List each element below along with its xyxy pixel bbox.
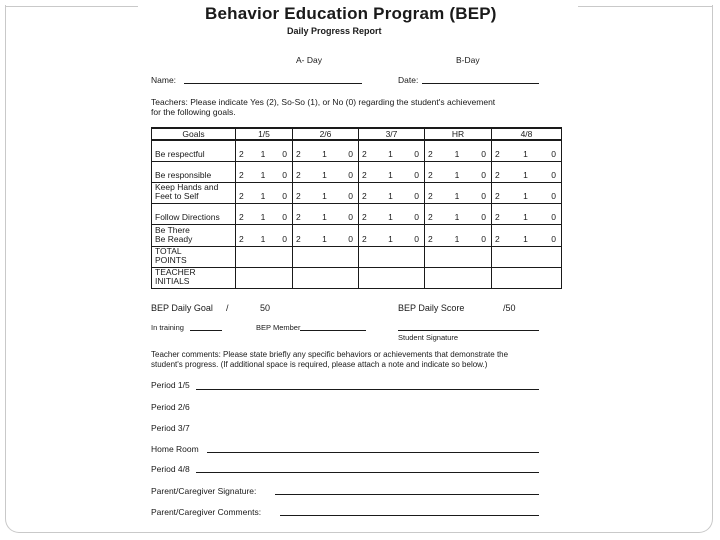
column-header: 3/7: [359, 128, 425, 140]
instructions-line-2: for the following goals.: [151, 107, 236, 117]
instructions-line-1: Teachers: Please indicate Yes (2), So-So (1), or No (0) regarding the student's achievement: [151, 97, 496, 107]
score-option[interactable]: 2: [296, 212, 301, 223]
score-option[interactable]: 0: [414, 191, 419, 202]
score-cell[interactable]: [293, 204, 359, 225]
score-option[interactable]: 0: [282, 191, 287, 202]
score-cell[interactable]: [236, 140, 293, 161]
teacher-initials-label: TEACHER INITIALS: [152, 267, 236, 288]
student-signature-field[interactable]: [398, 330, 539, 331]
period-label: Period 1/5: [151, 380, 190, 390]
initials-cell[interactable]: [425, 267, 492, 288]
score-option[interactable]: 1: [260, 169, 266, 180]
score-option[interactable]: 1: [260, 212, 266, 223]
score-cell[interactable]: [359, 161, 425, 182]
parent-signature-label: Parent/Caregiver Signature:: [151, 486, 257, 496]
score-option[interactable]: 1: [523, 212, 528, 223]
score-option[interactable]: 2: [495, 233, 500, 244]
score-cell[interactable]: [492, 161, 562, 182]
in-training-field[interactable]: [190, 330, 222, 331]
score-cell[interactable]: [359, 182, 425, 203]
total-points-label: TOTAL POINTS: [152, 246, 236, 267]
score-option[interactable]: 0: [414, 148, 419, 159]
score-option[interactable]: 2: [428, 233, 433, 244]
name-label: Name:: [151, 75, 177, 85]
score-option[interactable]: 2: [362, 169, 367, 180]
score-option[interactable]: 0: [481, 233, 486, 244]
score-option[interactable]: 0: [481, 148, 486, 159]
score-option[interactable]: 1: [523, 169, 528, 180]
score-option[interactable]: 2: [239, 212, 244, 223]
score-option[interactable]: 2: [495, 169, 500, 180]
score-option[interactable]: 0: [481, 169, 486, 180]
score-option[interactable]: 1: [388, 191, 393, 202]
score-cell[interactable]: [425, 161, 492, 182]
score-option[interactable]: 0: [348, 148, 353, 159]
score-option[interactable]: 2: [296, 148, 301, 159]
column-header: 4/8: [492, 128, 562, 140]
score-option[interactable]: 1: [322, 148, 327, 159]
score-option[interactable]: 1: [454, 148, 460, 159]
total-cell[interactable]: [359, 246, 425, 267]
score-option[interactable]: 0: [551, 233, 556, 244]
score-option[interactable]: 0: [282, 169, 287, 180]
form-subtitle: Daily Progress Report: [287, 26, 382, 36]
goal-label: Follow Directions: [152, 204, 236, 225]
score-option[interactable]: 1: [523, 233, 528, 244]
score-option[interactable]: 1: [388, 233, 393, 244]
score-option[interactable]: 1: [260, 148, 266, 159]
daily-goal-denominator: 50: [260, 303, 271, 313]
score-option[interactable]: 0: [551, 212, 556, 223]
score-option[interactable]: 2: [239, 148, 244, 159]
initials-cell[interactable]: [236, 267, 293, 288]
initials-cell[interactable]: [492, 267, 562, 288]
score-option[interactable]: 2: [296, 191, 301, 202]
score-cell[interactable]: [425, 182, 492, 203]
score-option[interactable]: 2: [362, 191, 367, 202]
period-label: Period 2/6: [151, 402, 190, 412]
parent-comments-label: Parent/Caregiver Comments:: [151, 507, 262, 517]
score-option[interactable]: 2: [495, 212, 500, 223]
parent-comments-field[interactable]: [280, 515, 539, 516]
score-option[interactable]: 0: [414, 169, 419, 180]
score-option[interactable]: 2: [296, 169, 301, 180]
score-option[interactable]: 0: [348, 191, 353, 202]
score-option[interactable]: 0: [414, 212, 419, 223]
score-cell[interactable]: [492, 140, 562, 161]
table-row: [152, 246, 562, 267]
period-comment-field[interactable]: [207, 452, 539, 453]
period-comment-field[interactable]: [196, 389, 539, 390]
table-row: [152, 140, 562, 161]
score-cell[interactable]: [492, 204, 562, 225]
table-row: [152, 267, 562, 288]
bep-member-label: BEP Member: [256, 323, 301, 332]
score-cell[interactable]: [293, 225, 359, 246]
score-option[interactable]: 1: [322, 233, 327, 244]
score-option[interactable]: 2: [239, 169, 244, 180]
goal-label: Be respectful: [152, 140, 236, 161]
score-option[interactable]: 0: [282, 212, 287, 223]
score-cell[interactable]: [236, 182, 293, 203]
column-header: Goals: [152, 128, 236, 140]
score-cell[interactable]: [425, 225, 492, 246]
period-comment-field[interactable]: [196, 472, 539, 473]
score-cell[interactable]: [293, 140, 359, 161]
score-option[interactable]: 1: [388, 148, 393, 159]
score-option[interactable]: 0: [348, 212, 353, 223]
score-option[interactable]: 0: [481, 191, 486, 202]
score-cell[interactable]: [492, 182, 562, 203]
score-option[interactable]: 1: [523, 148, 528, 159]
initials-cell[interactable]: [359, 267, 425, 288]
score-option[interactable]: 2: [296, 233, 301, 244]
total-cell[interactable]: [293, 246, 359, 267]
daily-score-denominator: /50: [503, 303, 516, 313]
bep-member-field[interactable]: [300, 330, 366, 331]
comments-line-2: student's progress. (If additional space is required, please attach a note and indicate so below.): [151, 360, 488, 369]
score-cell[interactable]: [359, 204, 425, 225]
score-option[interactable]: 1: [454, 191, 460, 202]
score-option[interactable]: 0: [481, 212, 486, 223]
goal-label: Be There Be Ready: [152, 225, 236, 246]
in-training-label: In training: [151, 323, 184, 332]
score-cell[interactable]: [293, 161, 359, 182]
period-label: Period 3/7: [151, 423, 190, 433]
score-option[interactable]: 1: [260, 233, 266, 244]
table-row: [152, 182, 562, 203]
score-cell[interactable]: [236, 161, 293, 182]
score-cell[interactable]: [492, 225, 562, 246]
score-option[interactable]: 2: [362, 233, 367, 244]
goals-table: [151, 127, 562, 289]
score-option[interactable]: 0: [282, 233, 287, 244]
date-field[interactable]: [422, 83, 539, 84]
column-header: HR: [425, 128, 492, 140]
score-option[interactable]: 2: [239, 191, 244, 202]
table-row: [152, 204, 562, 225]
b-day-label: B-Day: [456, 55, 480, 65]
period-label: Period 4/8: [151, 464, 190, 474]
score-option[interactable]: 1: [388, 212, 393, 223]
score-option[interactable]: 1: [454, 169, 460, 180]
student-signature-label: Student Signature: [398, 333, 459, 342]
score-option[interactable]: 1: [322, 212, 327, 223]
score-option[interactable]: 1: [322, 169, 327, 180]
score-option[interactable]: 0: [414, 233, 419, 244]
table-header-row: [152, 128, 562, 140]
score-option[interactable]: 0: [348, 169, 353, 180]
score-option[interactable]: 1: [523, 191, 528, 202]
total-cell[interactable]: [425, 246, 492, 267]
score-option[interactable]: 1: [454, 233, 460, 244]
daily-goal-label: BEP Daily Goal: [151, 303, 213, 313]
comments-line-1: Teacher comments: Please state briefly any specific behaviors or achievements that demonstrate the: [151, 350, 509, 359]
score-cell[interactable]: [293, 182, 359, 203]
score-option[interactable]: 1: [260, 191, 266, 202]
score-option[interactable]: 2: [495, 191, 500, 202]
score-option[interactable]: 1: [388, 169, 393, 180]
date-label: Date:: [398, 75, 419, 85]
goal-label: Be responsible: [152, 161, 236, 182]
score-option[interactable]: 0: [551, 191, 556, 202]
total-cell[interactable]: [236, 246, 293, 267]
period-label: Home Room: [151, 444, 199, 454]
score-option[interactable]: 2: [428, 148, 433, 159]
score-cell[interactable]: [236, 204, 293, 225]
score-option[interactable]: 1: [322, 191, 327, 202]
name-field[interactable]: [184, 83, 362, 84]
score-option[interactable]: 2: [428, 212, 433, 223]
score-option[interactable]: 0: [551, 148, 556, 159]
score-option[interactable]: 2: [428, 191, 433, 202]
score-cell[interactable]: [359, 140, 425, 161]
daily-score-label: BEP Daily Score: [398, 303, 465, 313]
parent-signature-field[interactable]: [275, 494, 539, 495]
score-option[interactable]: 0: [282, 148, 287, 159]
column-header: 1/5: [236, 128, 293, 140]
score-option[interactable]: 0: [551, 169, 556, 180]
total-cell[interactable]: [492, 246, 562, 267]
score-option[interactable]: 0: [348, 233, 353, 244]
a-day-label: A- Day: [296, 55, 322, 65]
score-option[interactable]: 2: [495, 148, 500, 159]
score-option[interactable]: 2: [362, 148, 367, 159]
score-cell[interactable]: [425, 204, 492, 225]
goal-label: Keep Hands and Feet to Self: [152, 182, 236, 203]
table-row: [152, 161, 562, 182]
initials-cell[interactable]: [293, 267, 359, 288]
score-cell[interactable]: [236, 225, 293, 246]
column-header: 2/6: [293, 128, 359, 140]
score-cell[interactable]: [359, 225, 425, 246]
score-option[interactable]: 1: [454, 212, 460, 223]
score-option[interactable]: 2: [239, 233, 244, 244]
score-option[interactable]: 2: [362, 212, 367, 223]
table-row: [152, 225, 562, 246]
daily-goal-slash: /: [226, 303, 229, 313]
form-title: Behavior Education Program (BEP): [205, 4, 497, 23]
score-option[interactable]: 2: [428, 169, 433, 180]
score-cell[interactable]: [425, 140, 492, 161]
